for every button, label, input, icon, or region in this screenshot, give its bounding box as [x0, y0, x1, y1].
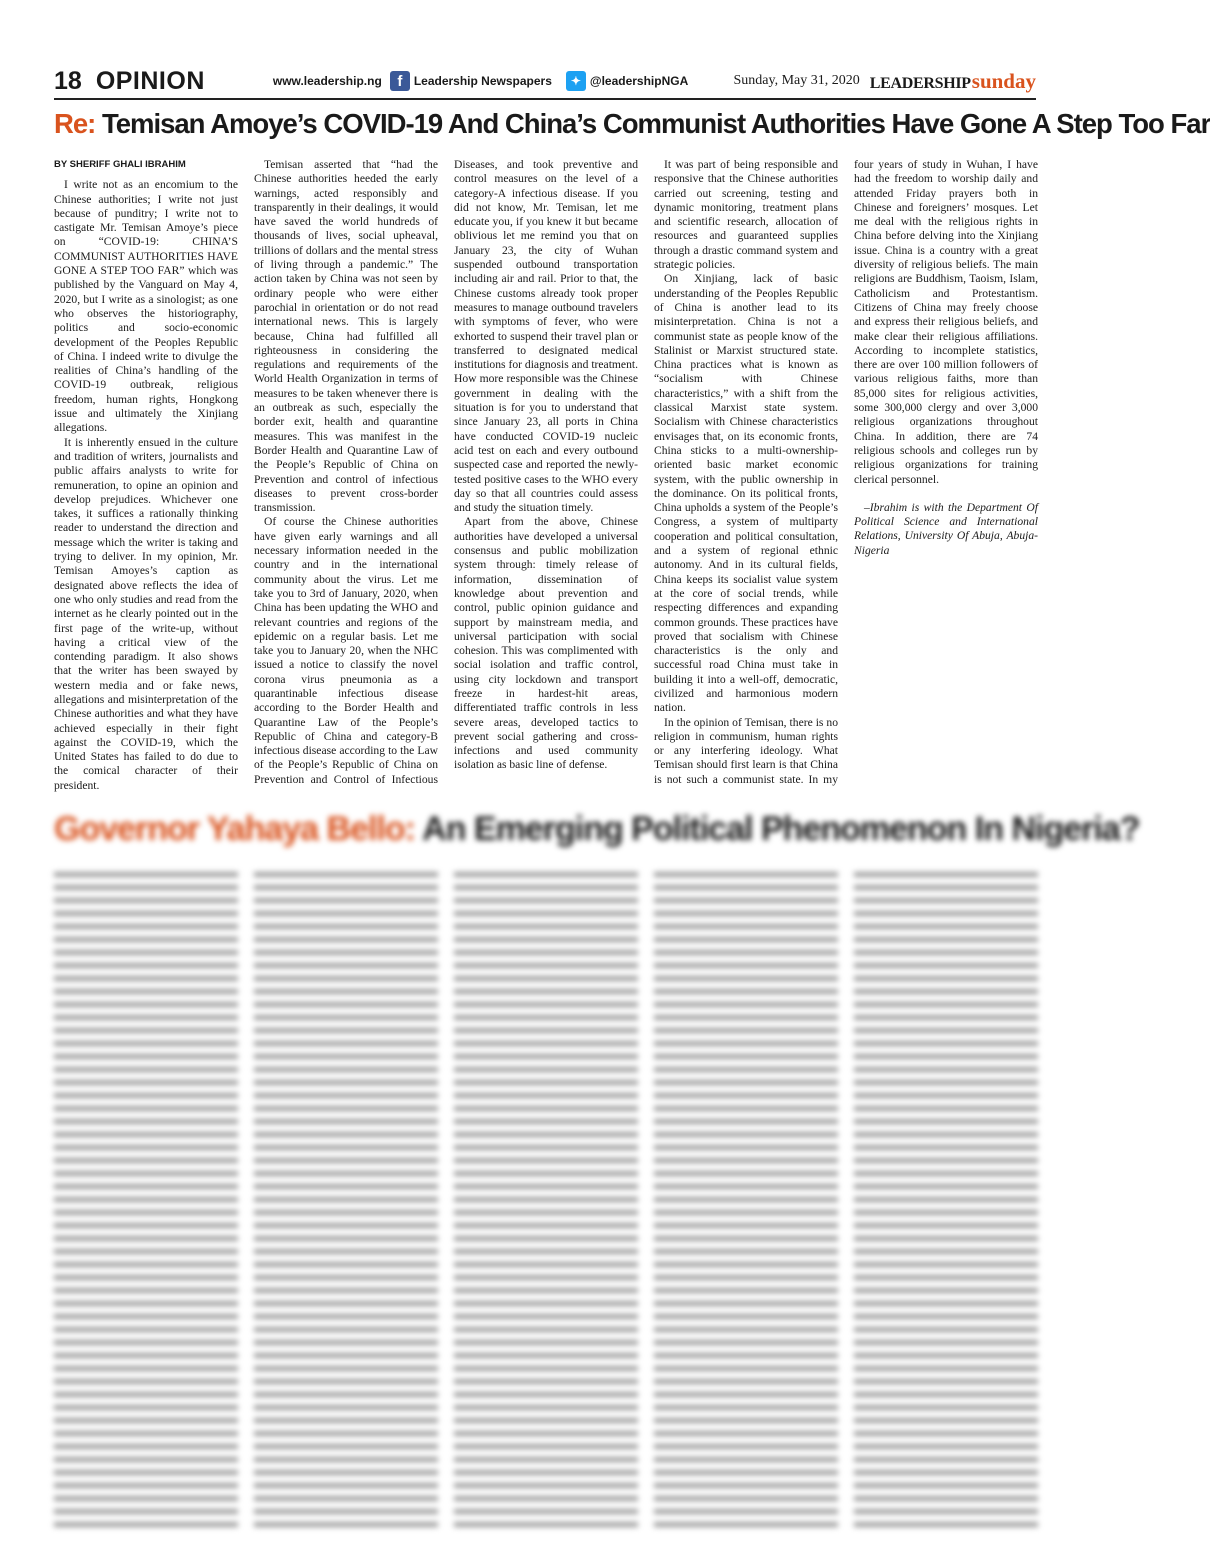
paragraph: Apart from the above, Chinese authorities have developed a universal consensus and public mobilization system through: timely release of information, dissemination of knowledge about prevention and control, public opinion guidance and support by mainstream media, and universal participation with social cohesion. This was complimented with social isolation and traffic control, using city lockdown and transport freeze in hardest-hit areas, differentiated traffic controls in less severe areas, developed tactics to prevent social gathering and cross-infections and used community isolation as basic line of defense. — [454, 515, 638, 772]
page-number: 18 — [54, 66, 82, 95]
paragraph: Of course the Chinese authorities have given early warnings and all necessary information needed in the country and in the international community about the virus. Let me take you to 3rd of January, 2020, when China has been updating the WHO and relevant countries and regions of the epidemic on a regular basis. Let me take you to January 20, when the NHC issued a notice to classify the novel corona virus pneumonia as a quarantinable infectious disease according to the Border Health and Quarantine Law of the People’s Republic of China and category-B infectious disease according to the Law of the People’s Republic of China on Prevention and Control of Infectious Diseases, and took preventive and control measures on the level of a category-A infectious disease. If you did not know, Mr. Temisan, let me educate you, if you knew it but became oblivious let me remind you that on January 23, the city of Wuhan suspended outbound transportation including air and rail. Prior to that, the Chinese customs already took proper measures to manage outbound travelers with symptoms of fever, who were exhorted to suspend their travel plan or transferred to designated medical institutions for diagnosis and treatment. How more responsible was the Chinese government in dealing with the situation is for you to understand that since January 23, all ports in China have conducted COVID-19 nucleic acid test on each and every outbound suspected case and reported the newly-tested positive cases to the WHO every day so that all countries could assess and study the situation timely. — [254, 158, 638, 786]
section-label: OPINION — [95, 66, 205, 95]
brand-logo — [870, 69, 1036, 94]
byline: BY SHERIFF GHALI IBRAHIM — [54, 159, 186, 170]
headline-text: Temisan Amoye’s COVID-19 And China’s Communist Authorities Have Gone A Step Too Far — [101, 108, 1210, 139]
paragraph: In the opinion of Temisan, there is no religion in communism, human rights or any interfering ideology. What Temisan should first learn is that China is not such a communist state. In my four years of study in Wuhan, I have had the freedom to worship daily and attended Friday prayers both in Chinese and foreigners’ mosques. Let me deal with the religious rights in China before delving into the Xinjiang issue. China is a country with a great diversity of religious beliefs. The main religions are Buddhism, Taoism, Islam, Catholicism and Protestantism. Citizens of China may freely choose and express their religious beliefs, and make clear their religious affiliations. According to incomplete statistics, there are over 100 million followers of various religious faiths, more than 85,000 sites for religious activities, some 300,000 clergy and over 3,000 religious organizations throughout China. In addition, there are 74 religious schools and colleges run by religious organizations for training clerical personnel. — [654, 158, 1038, 786]
paragraph: I write not as an encomium to the Chinese authorities; I write not just because of punditry; I write not to castigate Mr. Temisan Amoye’s piece on “COVID-19: CHINA’S COMMUNIST AUTHORITIES HAVE GONE A STEP TOO FAR” which was published by the Vanguard on May 4, 2020, but I write as a sinologist; as one who observes the historiography, politics and socio-economic development of the Peoples Republic of China. I indeed write to divulge the realities of China’s handling of the COVID-19 outbreak, religious freedom, human rights, Hongkong issue and ultimately the Xinjiang allegations. — [54, 178, 238, 435]
blurred-story — [54, 810, 1140, 1540]
brand-sub: sunday — [971, 68, 1036, 93]
blurred-columns — [54, 872, 1038, 1532]
paragraph: It was part of being responsible and responsive that the Chinese authorities carried out screening, testing and dynamic monitoring, treatment plans and scientific research, allocation of resources and guaranteed supplies through a drastic command system and strategic policies. — [654, 158, 838, 272]
blurred-column — [854, 872, 1038, 1532]
blurred-column — [54, 872, 238, 1532]
twitter-icon: ✦ — [566, 71, 586, 91]
paragraph: Temisan asserted that “had the Chinese authorities heeded the early warnings, acted responsibly and transparently in their dealings, it would have saved the world hundreds of thousands of lives, social upheaval, trillions of dollars and the mental stress of living through a pandemic.” The action taken by China was not seen by ordinary people who were either parochial in orientation or do not read international news. This is largely because, China had fulfilled all righteousness in considering the regulations and requirements of the World Health Organization in terms of measures to be taken whenever there is an outbreak as such, especially the border exit, health and quarantine measures. This was manifest in the Border Health and Quarantine Law of the People’s Republic of China on Prevention and control of infectious diseases to prevent cross-border transmission. — [254, 158, 438, 515]
facebook-link[interactable] — [390, 71, 552, 91]
blurred-headline-prefix: Governor Yahaya Bello: — [54, 810, 415, 848]
article-headline — [54, 108, 1210, 148]
blurred-headline-text: An Emerging Political Phenomenon In Nigeria? — [422, 810, 1140, 848]
facebook-label: Leadership Newspapers — [413, 74, 552, 88]
brand-main: LEADERSHIP — [869, 74, 971, 92]
masthead — [54, 64, 1036, 100]
twitter-label: @leadershipNGA — [589, 74, 689, 88]
blurred-column — [654, 872, 838, 1532]
article-body — [54, 158, 1038, 798]
twitter-link[interactable] — [566, 71, 688, 91]
issue-date: Sunday, May 31, 2020 — [733, 73, 860, 88]
author-signature: –Ibrahim is with the Department Of Political Science and International Relations, University Of Abuja, Abuja-Nigeria — [854, 500, 1038, 557]
facebook-icon: f — [390, 71, 410, 91]
blurred-column — [454, 872, 638, 1532]
blurred-headline — [54, 810, 1140, 849]
website-link[interactable]: www.leadership.ng — [272, 74, 382, 88]
paragraph: It is inherently ensued in the culture and tradition of writers, journalists and public affairs analysts to write for remuneration, to opine an opinion and develop prejudices. Whichever one takes, it suffices a rationally thinking reader to understand the direction and message which the writer is taking and trying to deliver. In my opinion, Mr. Temisan Amoyes’s caption as designated above reflects the idea of one who only studies and read from the internet as he clearly pointed out in the first page of the write-up, without having a critical view of the contending paradigm. It also shows that the writer has been swayed by western media and or fake news, allegations and misinterpretation of the Chinese authorities and what they have achieved especially in their fight against the COVID-19, which the United States has failed to do due to the comical character of their president. — [54, 435, 238, 792]
paragraph: On Xinjiang, lack of basic understanding of the Peoples Republic of China is another lead to its misinterpretation. China is not a communist state as people know of the Stalinist or Marxist structured state. China practices what is known as “socialism with Chinese characteristics,” with a shift from the classical Marxist state system. Socialism with Chinese characteristics envisages that, on its economic fronts, China sticks to a multi-ownership-oriented basic market economic system, with the public ownership in the dominance. On its political fronts, China upholds a system of the People’s Congress, a system of multiparty cooperation and political consultation, and a system of regional ethnic autonomy. And in its cultural fields, China keeps its socialist value system at the core of social trends, while respecting differences and expanding common grounds. These practices have proved that socialism with Chinese characteristics is the only and successful road China must take in building it into a well-off, democratic, civilized and harmonious modern nation. — [654, 272, 838, 715]
headline-prefix: Re: — [54, 108, 96, 139]
blurred-column — [254, 872, 438, 1532]
